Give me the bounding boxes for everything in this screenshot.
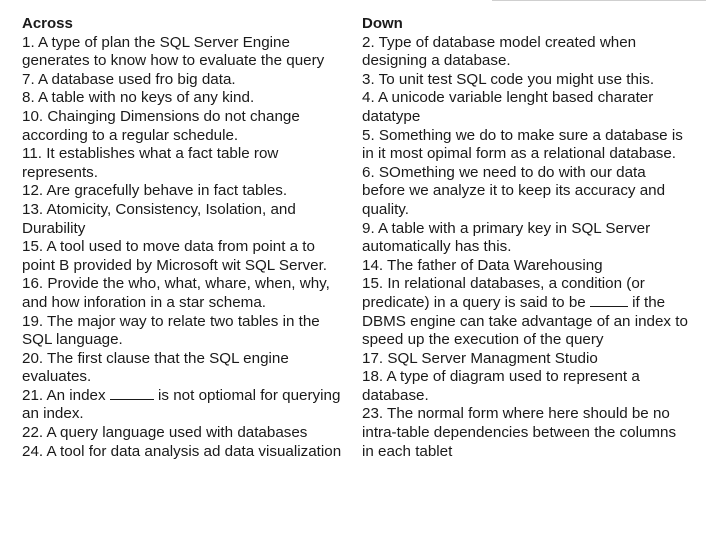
clue-text-after-blank: is not optiomal for querying an index.: [22, 386, 341, 423]
down-clue-5: 5. Something we do to make sure a database is in it most opimal form as a relational database.: [362, 126, 683, 163]
across-clue-24: 24. A tool for data analysis ad data visualization: [22, 442, 342, 460]
clue-text-before-blank: 15. In relational databases, a condition (or predicate) in a query is said to be: [362, 275, 645, 311]
down-clue-18: 18. A type of diagram used to represent a database.: [362, 368, 640, 404]
down-clue-14: 14. The father of Data Warehousing: [362, 256, 603, 274]
across-clue-19: 19. The major way to relate two tables in the SQL language.: [22, 312, 320, 349]
across-clue-21: [22, 387, 344, 424]
across-clue-8: 8. A table with no keys of any kind.: [22, 89, 255, 107]
across-column: [22, 15, 344, 461]
across-clue-13: 13. Atomicity, Consistency, Isolation, and Durability: [22, 200, 296, 237]
across-clue-16: 16. Provide the who, what, whare, when, why, and how inforation in a star schema.: [22, 275, 330, 311]
top-divider: [492, 0, 706, 1]
down-clue-4: 4. A unicode variable lenght based charater datatype: [362, 89, 654, 125]
down-clue-15: [362, 275, 692, 349]
clue-text-before-blank: 21. An index: [22, 386, 110, 404]
across-clue-22: 22. A query language used with databases: [22, 424, 308, 442]
down-clue-6: 6. SOmething we need to do with our data before we analyze it to keep its accuracy and quality.: [362, 163, 666, 218]
down-column: [362, 15, 692, 461]
across-clue-1: 1. A type of plan the SQL Server Engine generates to know how to evaluate the query: [22, 33, 325, 70]
down-clue-17: 17. SQL Server Managment Studio: [362, 349, 598, 367]
answer-blank: [590, 294, 628, 307]
down-clue-23: 23. The normal form where here should be no intra-table dependencies between the columns in each tablet: [362, 405, 677, 460]
down-heading: Down: [362, 15, 403, 32]
across-clue-10: 10. Chainging Dimensions do not change according to a regular schedule.: [22, 107, 300, 144]
across-clue-11: 11. It establishes what a fact table row represents.: [22, 145, 279, 181]
clue-text-after-blank: if the DBMS engine can take advantage of an index to speed up the execution of the query: [362, 293, 688, 349]
answer-blank: [110, 387, 154, 400]
across-clue-list: [22, 34, 344, 462]
down-clue-2: 2. Type of database model created when designing a database.: [362, 33, 637, 70]
across-clue-20: 20. The first clause that the SQL engine evaluates.: [22, 349, 289, 386]
down-clue-9: 9. A table with a primary key in SQL Server automatically has this.: [362, 219, 651, 256]
across-heading: Across: [22, 15, 73, 32]
across-clue-15: 15. A tool used to move data from point a to point B provided by Microsoft wit SQL Server.: [22, 238, 328, 274]
down-clue-3: 3. To unit test SQL code you might use this.: [362, 70, 655, 88]
across-clue-7: 7. A database used fro big data.: [22, 70, 236, 88]
across-clue-12: 12. Are gracefully behave in fact tables.: [22, 182, 288, 200]
down-clue-list: [362, 34, 692, 462]
